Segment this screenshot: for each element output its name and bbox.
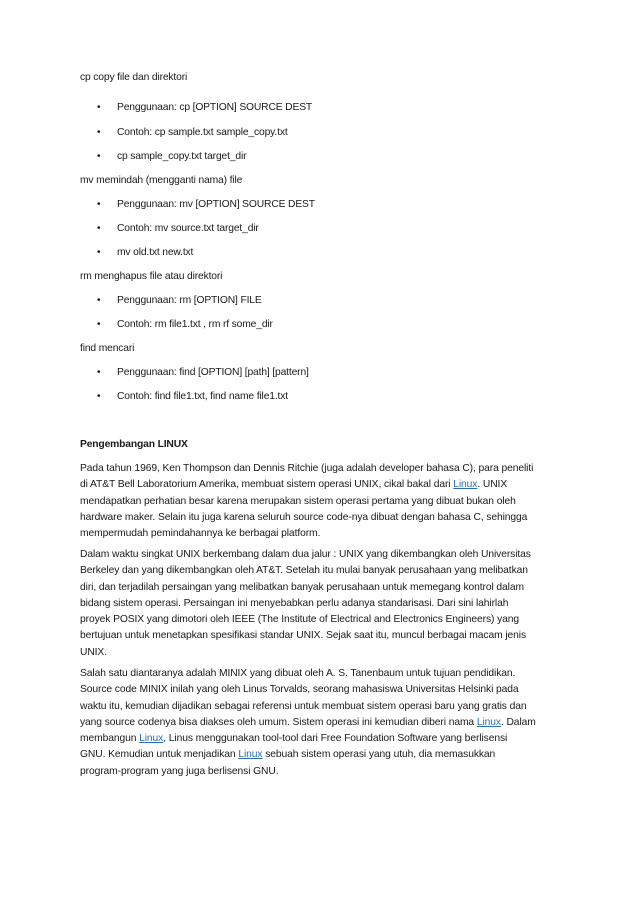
command-cp-title: cp copy file dan direktori xyxy=(80,72,188,83)
paragraph-line: Pada tahun 1969, Ken Thompson dan Dennis Ritchie (juga adalah developer bahasa C), para peneliti xyxy=(80,463,534,474)
paragraph-2 xyxy=(80,547,570,661)
list-item: Penggunaan: cp [OPTION] SOURCE DEST xyxy=(117,102,313,113)
linux-link[interactable]: Linux xyxy=(476,716,501,728)
list-item: Penggunaan: rm [OPTION] FILE xyxy=(117,295,262,306)
bullet-icon: • xyxy=(97,391,101,402)
linux-link[interactable]: Linux xyxy=(139,733,164,745)
text-segment: GNU. Kemudian untuk menjadikan xyxy=(80,749,239,761)
bullet-icon: • xyxy=(97,127,101,138)
paragraph-line: waktu itu, kemudian dijadikan sebagai referensi untuk membuat sistem operasi baru yang gratis dan xyxy=(80,700,527,712)
linux-link[interactable]: Linux xyxy=(238,749,263,761)
paragraph-line: diri, dan terjadilah persaingan yang melibatkan banyak perusahaan untuk memegang kontrol dalam xyxy=(80,581,524,593)
list-item: mv old.txt new.txt xyxy=(117,247,194,258)
bullet-icon: • xyxy=(97,295,101,306)
paragraph-line: UNIX. xyxy=(80,646,107,658)
command-find-title: find mencari xyxy=(80,343,135,354)
paragraph-line: mempermudah pemindahannya ke berbagai platform. xyxy=(80,528,321,540)
list-item: Penggunaan: find [OPTION] [path] [pattern] xyxy=(117,367,309,378)
paragraph-line xyxy=(80,477,570,493)
paragraph-line: mendapatkan perhatian besar karena merupakan sistem operasi pertama yang dibuat bukan oleh xyxy=(80,495,516,507)
text-segment: membangun xyxy=(80,733,140,745)
paragraph-line: proyek POSIX yang dimotori oleh IEEE (The Institute of Electrical and Electronics Engineers) yang xyxy=(80,614,520,626)
list-item: Contoh: cp sample.txt sample_copy.txt xyxy=(117,127,288,138)
bullet-icon: • xyxy=(97,247,101,258)
paragraph-1 xyxy=(80,461,570,542)
text-segment: yang source codenya bisa diakses oleh umum. Sistem operasi ini kemudian diberi nama xyxy=(80,716,477,728)
bullet-icon: • xyxy=(97,319,101,330)
linux-link[interactable]: Linux xyxy=(453,479,478,491)
paragraph-line xyxy=(80,747,570,763)
paragraph-line: Dalam waktu singkat UNIX berkembang dalam dua jalur : UNIX yang dikembangkan oleh Universitas xyxy=(80,549,531,560)
paragraph-line: bidang sistem operasi. Persaingan ini menyebabkan perlu adanya standarisasi. Dari sini lahirlah xyxy=(80,597,509,609)
paragraph-line: Source code MINIX inilah yang oleh Linus Torvalds, seorang mahasiswa Universitas Helsinki pada xyxy=(80,684,519,696)
text-segment: . UNIX xyxy=(477,479,508,491)
text-segment: sebuah sistem operasi yang utuh, dia memasukkan xyxy=(262,749,496,761)
section-heading: Pengembangan LINUX xyxy=(80,439,188,450)
list-item: Penggunaan: mv [OPTION] SOURCE DEST xyxy=(117,199,315,210)
text-segment: . Dalam xyxy=(500,716,536,728)
paragraph-3 xyxy=(80,666,570,780)
paragraph-line: Salah satu diantaranya adalah MINIX yang dibuat oleh A. S. Tanenbaum untuk tujuan pendidikan. xyxy=(80,668,516,679)
bullet-icon: • xyxy=(97,199,101,210)
command-rm-title: rm menghapus file atau direktori xyxy=(80,271,223,282)
paragraph-line: hardware maker. Selain itu juga karena seluruh source code-nya dibuat dengan bahasa C, sehingga xyxy=(80,511,528,523)
bullet-icon: • xyxy=(97,367,101,378)
list-item: cp sample_copy.txt target_dir xyxy=(117,151,247,162)
list-item: Contoh: find file1.txt, find name file1.txt xyxy=(117,391,288,402)
paragraph-line: Berkeley dan yang dikembangkan oleh AT&T. Setelah itu mulai banyak perusahaan yang melibatkan xyxy=(80,565,528,577)
paragraph-line: bertujuan untuk menetapkan spesifikasi standar UNIX. Sejak saat itu, muncul berbagai macam jenis xyxy=(80,630,526,642)
paragraph-line: program-program yang juga berlisensi GNU. xyxy=(80,765,279,777)
text-segment: , Linus menggunakan tool-tool dari Free Foundation Software yang berlisensi xyxy=(163,733,508,745)
list-item: Contoh: rm file1.txt , rm rf some_dir xyxy=(117,319,273,330)
paragraph-line xyxy=(80,715,570,731)
command-mv-title: mv memindah (mengganti nama) file xyxy=(80,175,243,186)
paragraph-line xyxy=(80,731,570,747)
bullet-icon: • xyxy=(97,151,101,162)
bullet-icon: • xyxy=(97,223,101,234)
bullet-icon: • xyxy=(97,102,101,113)
list-item: Contoh: mv source.txt target_dir xyxy=(117,223,259,234)
text-segment: di AT&T Bell Laboratorium Amerika, membuat sistem operasi UNIX, cikal bakal dari xyxy=(80,479,454,491)
